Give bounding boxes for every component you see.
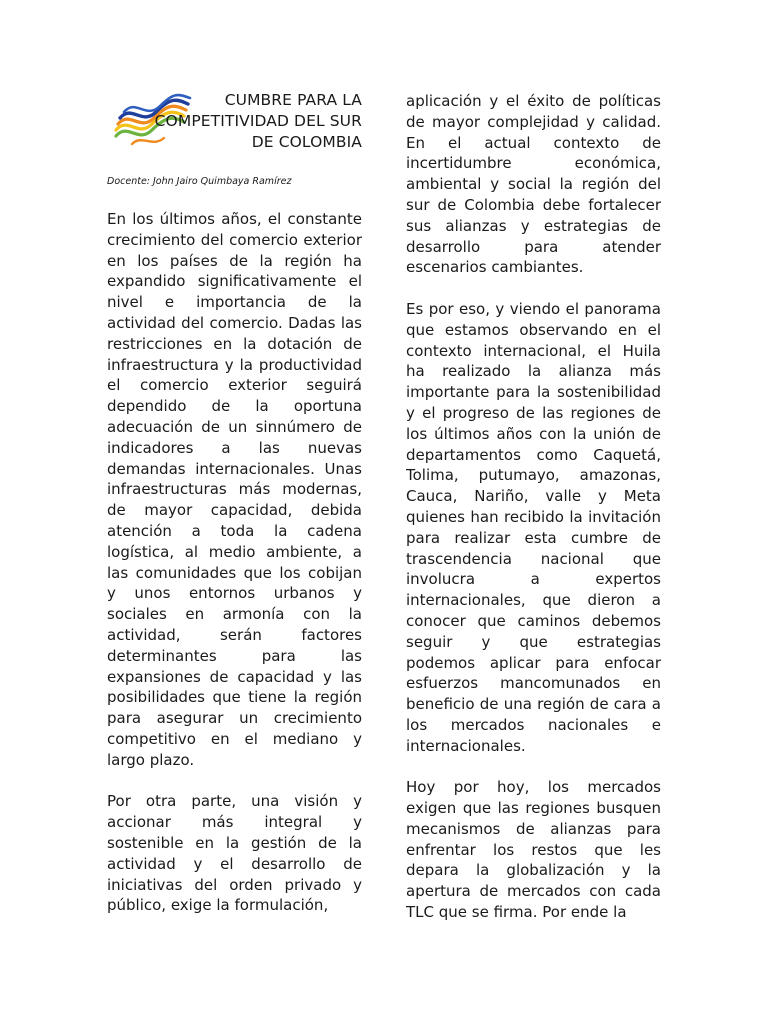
- title-line: DE COLOMBIA: [251, 133, 362, 151]
- right-column: [406, 91, 661, 929]
- title-line: COMPETITIVIDAD DEL SUR: [154, 112, 362, 130]
- document-title: [132, 90, 362, 153]
- paragraph: aplicación y el éxito de políticas de mayor complejidad y calidad. En el actual contexto de incertidumbre económica, ambiental y social la región del sur de Colombia debe fortalecer sus alianzas y estrategias de desarrollo para atender escenarios cambiantes.: [406, 92, 661, 277]
- paragraph: Hoy por hoy, los mercados exigen que las regiones busquen mecanismos de alianzas para enfrentar los restos que les depara la globalización y la apertura de mercados con cada TLC que se firma. Por ende la: [406, 778, 661, 922]
- paragraph: En los últimos años, el constante crecimiento del comercio exterior en los países de la región ha expandido significativamente el nivel e importancia de la actividad del comercio. Dadas las restricciones en la dotación de infraestructura y la productividad el comercio exterior seguirá dependido de la oportuna adecuación de un sinnúmero de indicadores a las nuevas demandas internacionales. Unas infraestructuras más modernas, de mayor capacidad, debida atención a toda la cadena logística, al medio ambiente, a las comunidades que los cobijan y unos entornos urbanos y sociales en armonía con la actividad, serán factores determinantes para las expansiones de capacidad y las posibilidades que tiene la región para asegurar un crecimiento competitivo en el mediano y largo plazo.: [107, 210, 362, 769]
- paragraph: Es por eso, y viendo el panorama que estamos observando en el contexto internacional, el Huila ha realizado la alianza más importante para la sostenibilidad y el progreso de las regiones de los últimos años con la unión de departamentos como Caquetá, Tolima, putumayo, amazonas, Cauca, Nariño, valle y Meta quienes han recibido la invitación para realizar esta cumbre de trascendencia nacional que involucra a expertos internacionales, que dieron a conocer que caminos debemos seguir y que estrategias podemos aplicar para enfocar esfuerzos mancomunados en beneficio de una región de cara a los mercados nacionales e internacionales.: [406, 299, 661, 755]
- author-line: Docente: John Jairo Quimbaya Ramírez: [107, 176, 292, 187]
- title-line: CUMBRE PARA LA: [224, 91, 362, 109]
- paragraph: Por otra parte, una visión y accionar más integral y sostenible en la gestión de la actividad y el desarrollo de iniciativas del orden privado y público, exige la formulación,: [107, 792, 362, 915]
- left-column: [107, 209, 362, 929]
